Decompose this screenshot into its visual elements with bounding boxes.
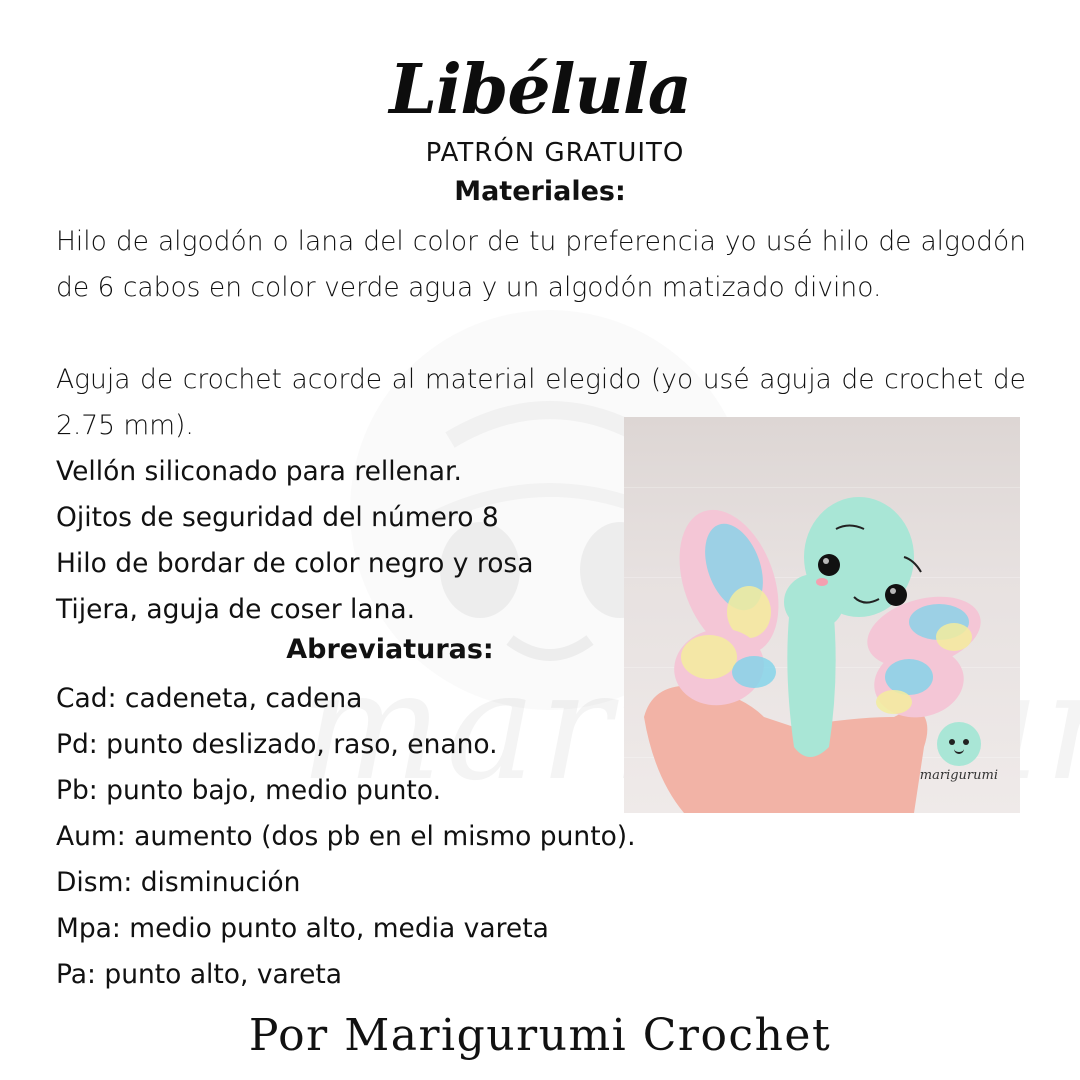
- abbreviation-item: Aum: aumento (dos pb en el mismo punto).: [56, 821, 636, 852]
- materials-item: Tijera, aguja de coser lana.: [56, 594, 416, 625]
- materials-item: Hilo de bordar de color negro y rosa: [56, 548, 534, 579]
- yarn-ball-logo-icon: [937, 722, 981, 766]
- materials-item: Hilo de algodón o lana del color de tu preferencia yo usé hilo de algodón de 6 cabos en color verde agua y un algodón matizado divino.: [56, 226, 1026, 303]
- materials-heading: Materiales:: [454, 176, 626, 207]
- abbreviation-item: Pd: punto deslizado, raso, enano.: [56, 729, 498, 760]
- materials-item: Aguja de crochet acorde al material elegido (yo usé aguja de crochet de 2.75 mm).: [56, 364, 1026, 441]
- marigurumi-logo: [920, 722, 998, 783]
- abbreviation-item: Mpa: medio punto alto, media vareta: [56, 913, 549, 944]
- materials-item: Vellón siliconado para rellenar.: [56, 456, 462, 487]
- dragonfly-photo: [624, 417, 1020, 813]
- page-subtitle: PATRÓN GRATUITO: [425, 138, 685, 168]
- abbreviation-item: Pa: punto alto, vareta: [56, 959, 343, 990]
- abbreviations-heading: Abreviaturas:: [286, 634, 494, 665]
- footer-credit: Por Marigurumi Crochet: [248, 1010, 832, 1061]
- abbreviation-item: Cad: cadeneta, cadena: [56, 683, 363, 714]
- abbreviation-item: Pb: punto bajo, medio punto.: [56, 775, 441, 806]
- logo-caption: marigurumi: [919, 768, 998, 783]
- page-title: Libélula: [389, 50, 691, 130]
- materials-item: Ojitos de seguridad del número 8: [56, 502, 499, 533]
- abbreviation-item: Dism: disminución: [56, 867, 301, 898]
